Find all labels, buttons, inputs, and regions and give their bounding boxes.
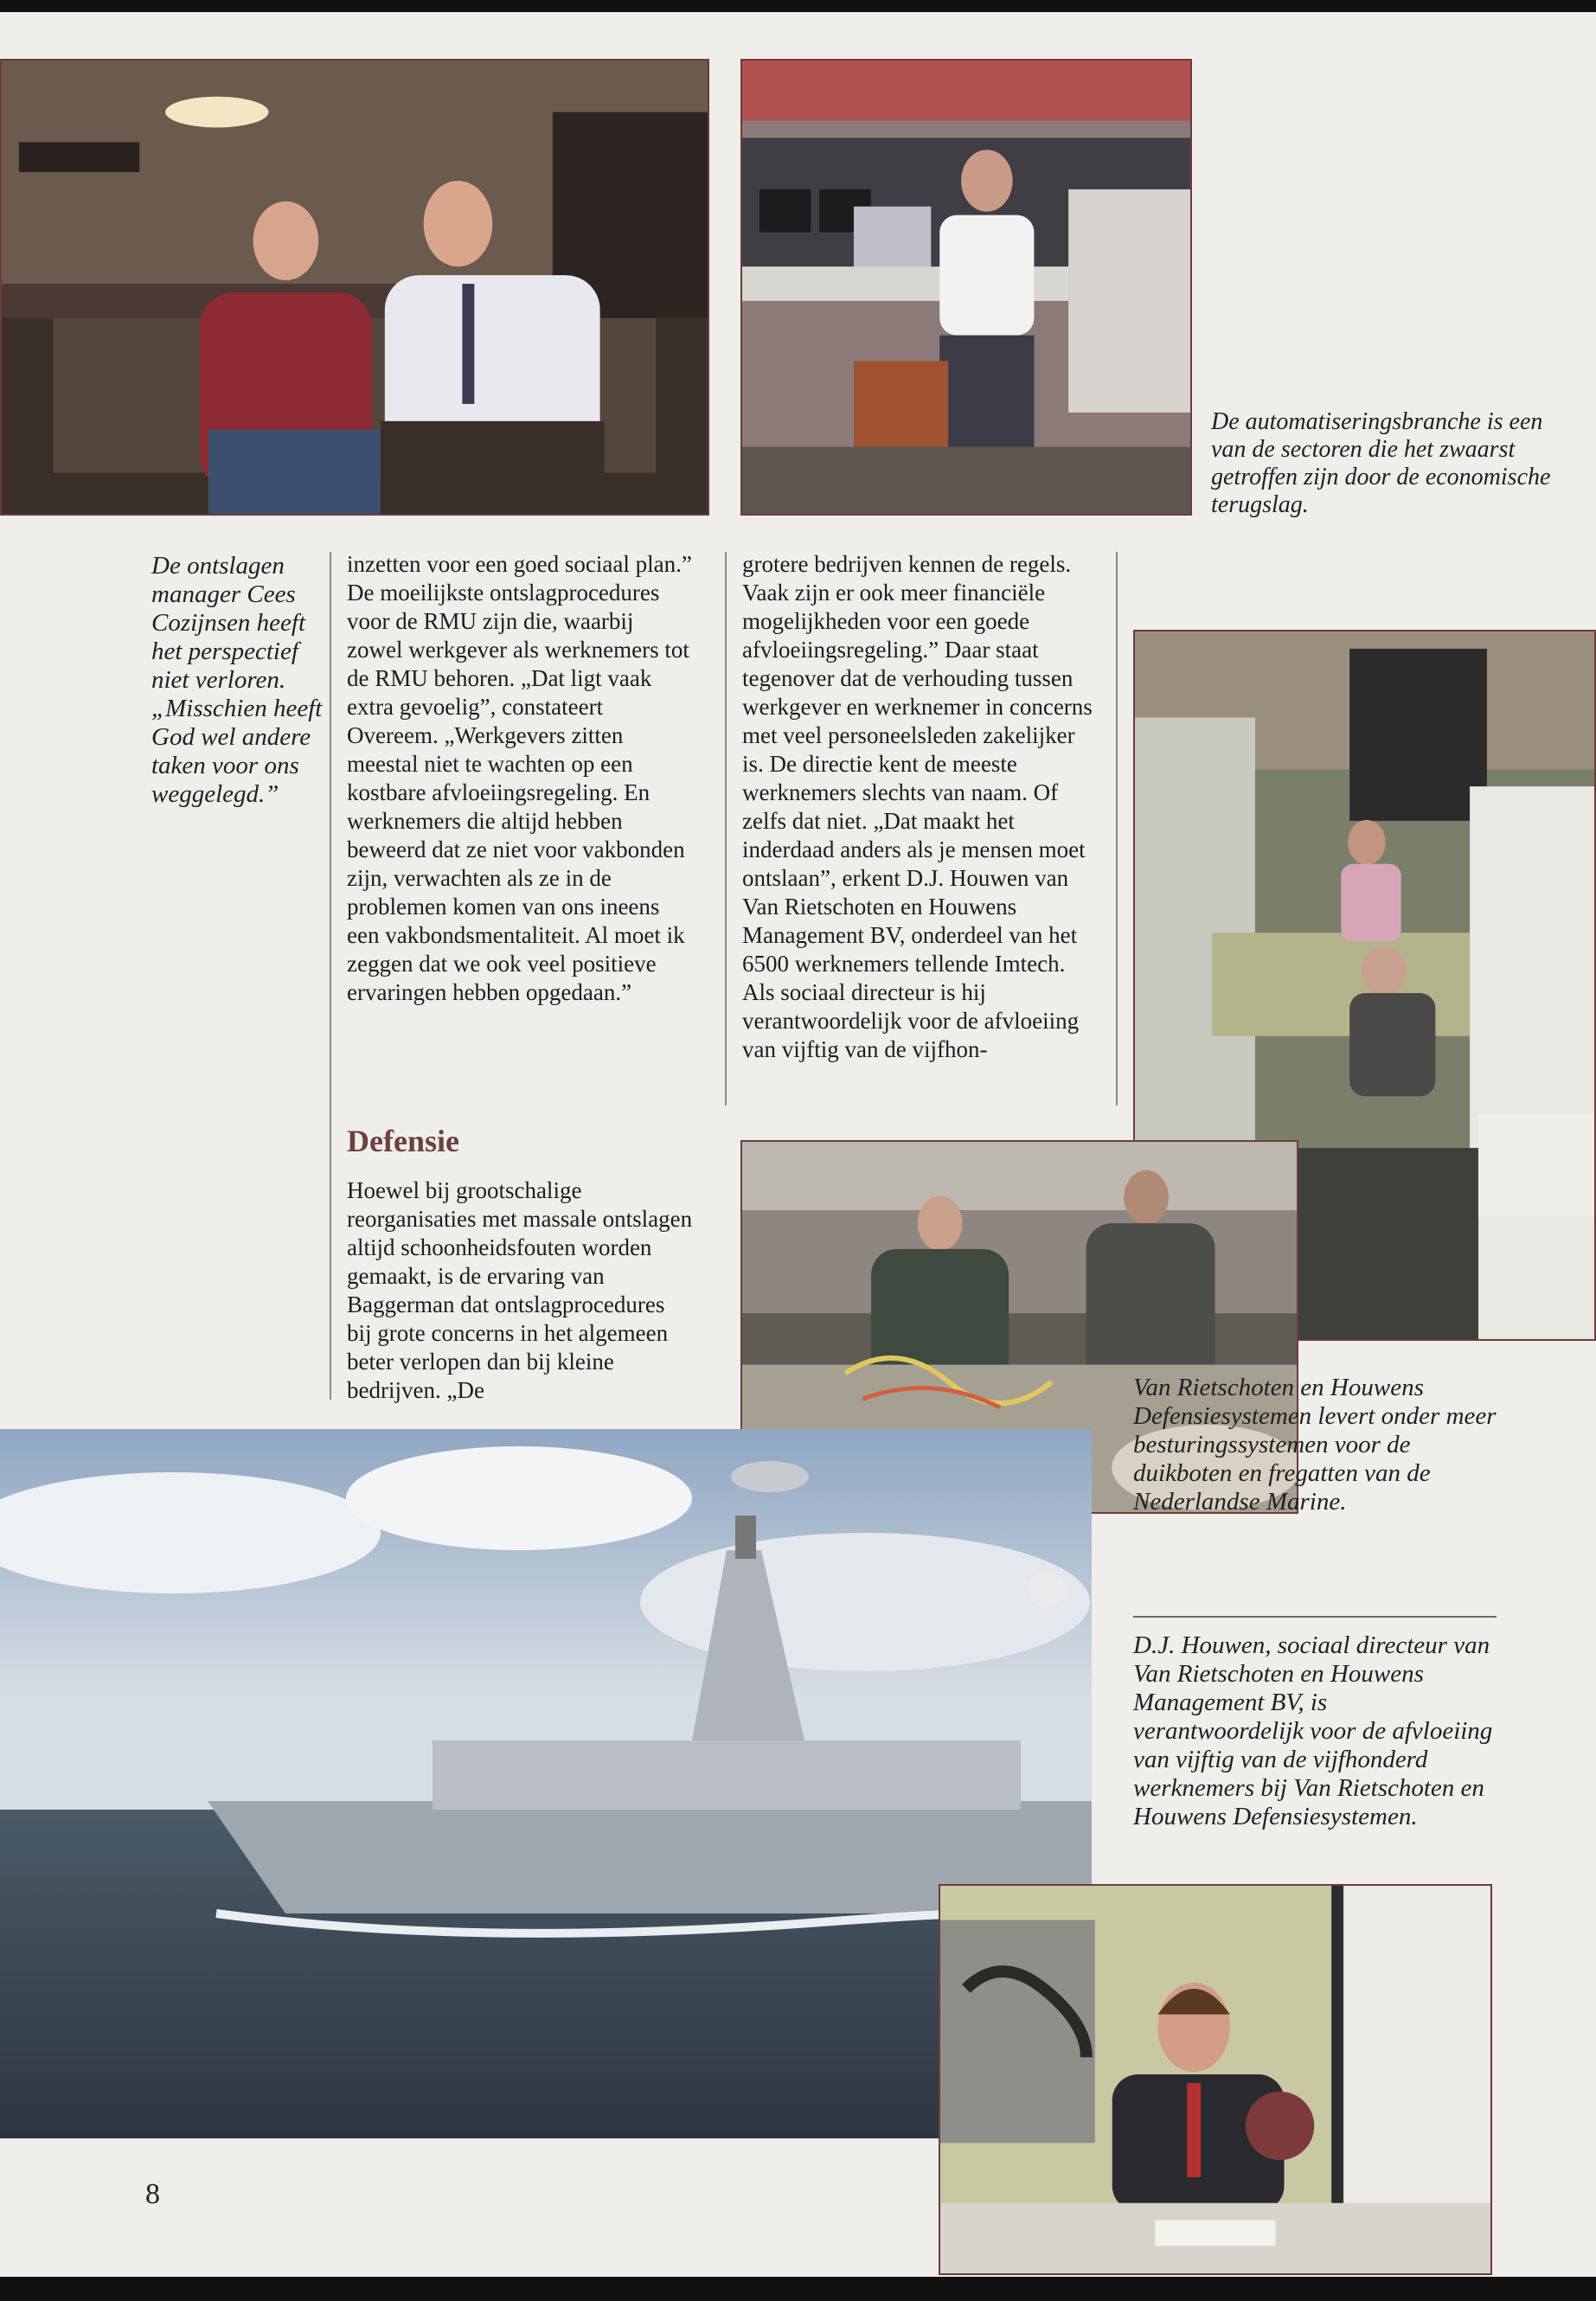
caption-couple: De ontslagen manager Cees Cozijnsen heeft het perspectief niet verloren. „Misschien heeft God wel andere taken voor ons weggelegd.”: [151, 552, 323, 808]
photo-couple: [0, 59, 709, 516]
column-rule-left: [330, 552, 331, 1400]
column-2-text-lower: [347, 1176, 693, 1405]
caption-divider: [1133, 1616, 1497, 1618]
photo-frigate: [0, 1429, 1092, 2138]
column-2-paragraph-2: De moeilijkste ontslagprocedures voor de RMU zijn die, waarbij zowel werkgever als werknemers tot de RMU behoren. „Dat ligt vaak extra gevoelig”, constateert Overeem. „Werkgevers zitten meestal niet te wachten op een kostbare afvloeiingsregeling. En werknemers die altijd hebben beweerd dat ze niet voor vakbonden zijn, verwachten als ze in de problemen komen van ons ineens een vakbondsmentaliteit. Al moet ik zeggen dat we ook veel positieve ervaringen hebben opgedaan.”: [347, 580, 689, 1005]
column-3-paragraph-2: Als sociaal directeur is hij verantwoordelijk voor de afvloeiing van vijftig van de vijfhon-: [742, 979, 1080, 1062]
top-border: [0, 0, 1596, 12]
photo-computer-room: [740, 59, 1192, 516]
column-3-paragraph-1: grotere bedrijven kennen de regels. Vaak zijn er ook meer financiële mogelijkheden voor een goede afvloeiingsregeling.” Daar staat tegenover dat de verhouding tussen werkgever en werknemer in concerns met veel personeelsleden zakelijker is. De directie kent de meeste werknemers slechts van naam. Of zelfs dat niet. „Dat maakt het inderdaad anders als je mensen moet ontslaan”, erkent D.J. Houwen van Van Rietschoten en Houwens Management BV, onderdeel van het 6500 werknemers tellende Imtech.: [742, 551, 1093, 977]
section-heading-defensie: Defensie: [347, 1124, 459, 1158]
column-rule-right: [1116, 552, 1118, 1106]
column-2-text: [347, 550, 693, 1007]
bottom-border: [0, 2277, 1596, 2301]
column-3-text: [742, 550, 1097, 1064]
column-2-paragraph-3: Hoewel bij grootschalige reorganisaties met massale ontslagen altijd schoonheidsfouten worden gemaakt, is de ervaring van Baggerman dat ontslagprocedures bij grote concerns in het algemeen beter verlopen dan bij kleine bedrijven. „De: [347, 1177, 693, 1403]
column-2-paragraph-1: inzetten voor een goed sociaal plan.”: [347, 551, 692, 577]
caption-director: D.J. Houwen, sociaal directeur van Van Rietschoten en Houwens Management BV, is verantwoordelijk voor de afvloeiing van vijftig van de vijfhonderd werknemers bij Van Rietschoten en Houwens Defensiesystemen.: [1133, 1631, 1493, 1830]
column-rule-middle: [725, 552, 727, 1106]
page-number: 8: [145, 2178, 160, 2210]
caption-computer: De automatiseringsbranche is een van de sectoren die het zwaarst getroffen zijn door de economische terugslag.: [1211, 408, 1551, 518]
caption-defense: Van Rietschoten en Houwens Defensiesystemen levert onder meer besturingssystemen voor de duikboten en fregatten van de Nederlandse Marine.: [1133, 1374, 1497, 1516]
photo-director: [939, 1884, 1492, 2275]
